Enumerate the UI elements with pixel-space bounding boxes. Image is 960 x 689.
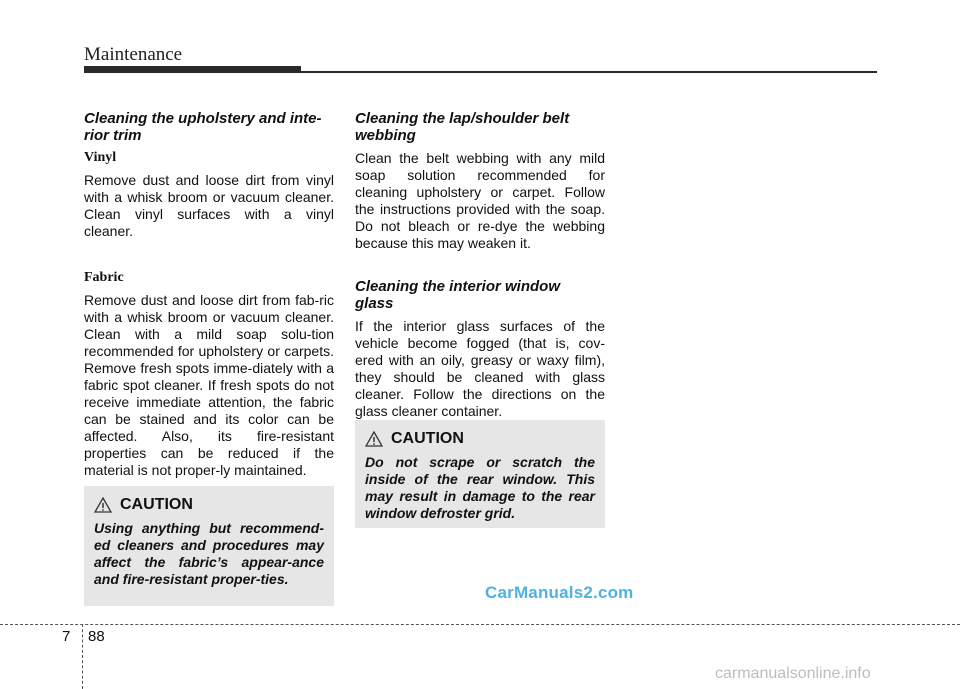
section-title-upholstery	[84, 110, 334, 144]
watermark: CarManuals2.com	[485, 583, 634, 602]
page-number: 88	[88, 628, 105, 645]
caution-box-window	[355, 420, 605, 528]
caution-header	[365, 430, 595, 448]
glass-text: If the interior glass surfaces of the vehicle become fogged (that is, cov-ered with an oily, greasy or waxy film), they should be cleaned with glass cleaner. Follow the directions on the glass cleaner container.	[355, 318, 605, 419]
section-title-upholstery-text: Cleaning the upholstery and inte- rior trim	[84, 110, 322, 144]
caution-label: CAUTION	[391, 430, 464, 447]
caution-text-window: Do not scrape or scratch the inside of the rear window. This may result in damage to the rear window defroster grid.	[365, 454, 595, 521]
left-column	[84, 110, 334, 479]
footer-divider	[0, 624, 960, 625]
fabric-text: Remove dust and loose dirt from fab-ric with a whisk broom or vacuum cleaner. Clean with a mild soap solu-tion recommended for upholstery or carpets. Remove fresh spots imme-diately with a fabric spot cleaner. If fresh spots do not receive immediate attention, the fabric can be stained and its color can be affected. Also, its fire-resistant properties can be reduced if the material is not proper-ly maintained.	[84, 292, 334, 478]
footer-vertical-divider	[82, 624, 83, 689]
belt-text: Clean the belt webbing with any mild soap solution recommended for cleaning upholstery or carpet. Follow the instructions provided with the soap. Do not bleach or re-dye the webbing because this may weaken it.	[355, 150, 605, 251]
caution-box-fabric	[84, 486, 334, 606]
vinyl-text: Remove dust and loose dirt from vinyl with a whisk broom or vacuum cleaner. Clean vinyl surfaces with a vinyl cleaner.	[84, 172, 334, 239]
vinyl-heading: Vinyl	[84, 150, 117, 165]
warning-triangle-icon	[365, 431, 383, 447]
section-title-belt	[355, 110, 605, 144]
header-bar-thin	[300, 71, 877, 73]
header-bar-thick	[84, 66, 301, 73]
caution-header	[94, 496, 324, 514]
section-title-glass-text: Cleaning the interior window glass	[355, 278, 561, 312]
warning-triangle-icon	[94, 497, 112, 513]
caution-label: CAUTION	[120, 496, 193, 513]
bottom-watermark: carmanualsonline.info	[715, 665, 871, 682]
chapter-number: 7	[62, 628, 71, 645]
section-title-belt-text: Cleaning the lap/shoulder belt webbing	[355, 110, 570, 144]
middle-column	[355, 110, 605, 420]
fabric-heading: Fabric	[84, 270, 124, 285]
page-header-title: Maintenance	[84, 44, 183, 65]
section-title-glass	[355, 278, 605, 312]
caution-text-fabric: Using anything but recommend-ed cleaners and procedures may affect the fabric’s appear-ance and fire-resistant proper-ties.	[94, 520, 324, 587]
